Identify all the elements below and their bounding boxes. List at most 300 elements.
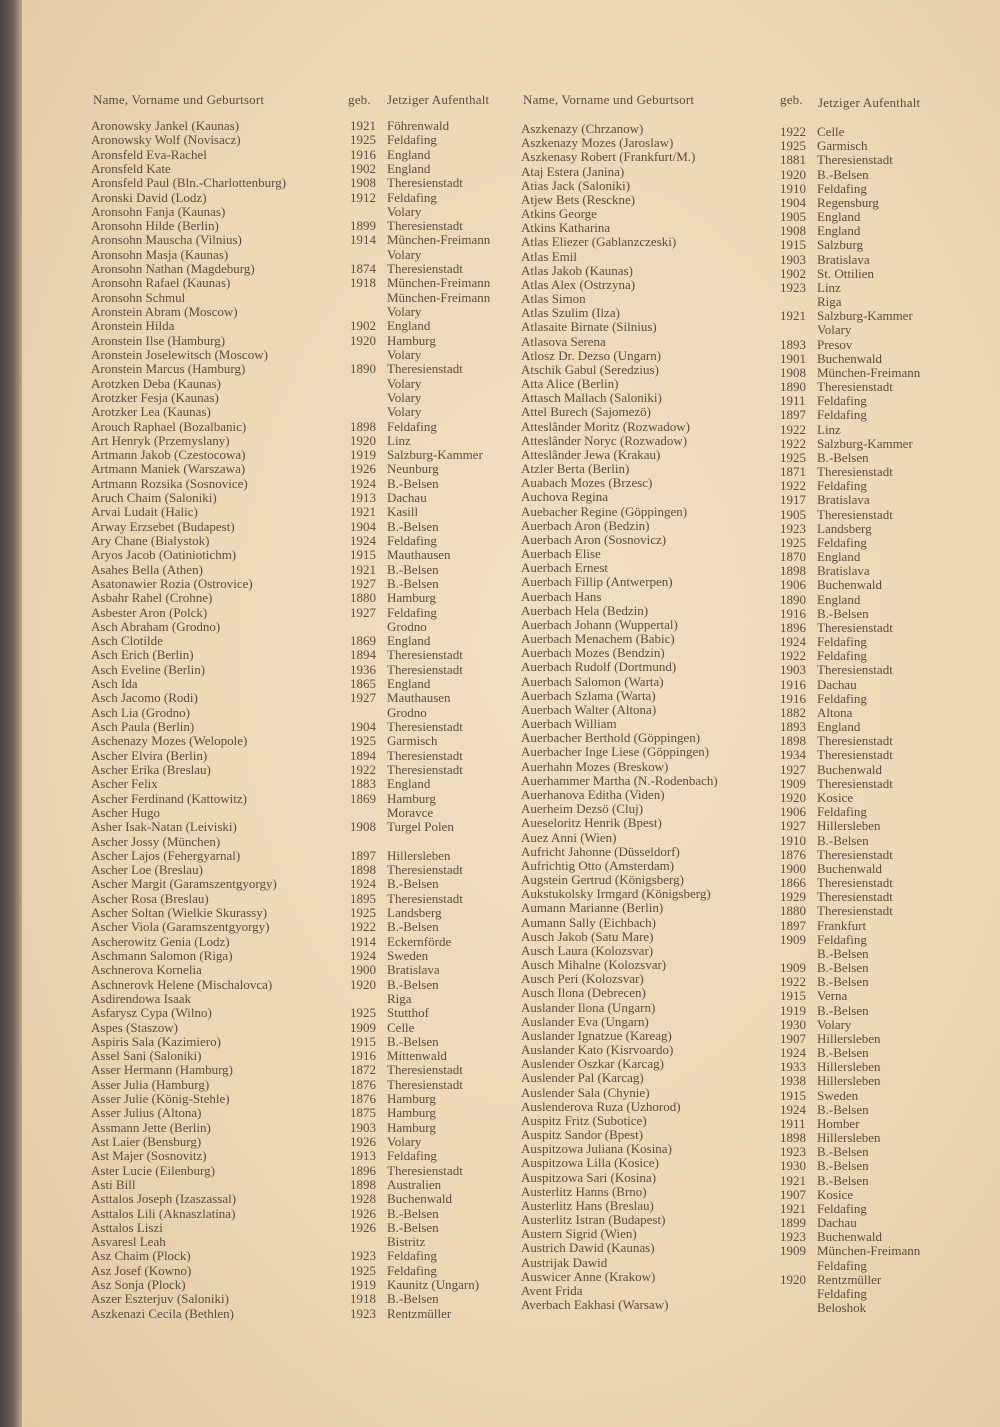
table-row [0, 574, 1000, 593]
birth-year: 1865 [350, 676, 376, 692]
birth-year: 1922 [350, 761, 376, 777]
current-location: Theresienstadt [817, 846, 893, 862]
current-location: München-Freimann [817, 1243, 921, 1259]
birth-year: 1915 [350, 547, 376, 563]
current-location: Landsberg [387, 905, 442, 921]
current-location: Riga [387, 990, 412, 1006]
current-location: Hamburg [387, 1105, 436, 1121]
birth-year: 1907 [780, 1030, 806, 1046]
current-location: Altona [817, 704, 853, 720]
name: Aspes (Staszow) [91, 1019, 179, 1035]
name: Ausch Peri (Kolozsvar) [521, 971, 644, 987]
current-location: B.-Belsen [387, 1205, 439, 1221]
table-row [0, 1254, 1000, 1273]
name: Atlas Emil [521, 248, 577, 264]
name: Asch Jacomo (Rodi) [91, 690, 198, 706]
birth-year: 1924 [780, 634, 806, 650]
name: Asch Ida [91, 676, 138, 692]
birth-year: 1923 [780, 520, 806, 536]
birth-year: 1908 [780, 364, 806, 380]
birth-year: 1909 [780, 775, 806, 791]
current-location: Kosice [817, 1186, 854, 1202]
table-row [0, 631, 1000, 650]
current-location: Feldafing [387, 604, 437, 620]
current-location: Hillersleben [817, 1073, 881, 1089]
name: Aronsohn Masja (Kaunas) [91, 246, 229, 262]
current-location: Mauthausen [387, 690, 451, 706]
table-row [0, 261, 1000, 281]
current-location: Theresienstadt [817, 619, 893, 635]
birth-year: 1923 [350, 1248, 376, 1264]
name: Auerbach William [521, 716, 617, 732]
birth-year: 1869 [350, 633, 376, 649]
current-location: B.-Belsen [817, 449, 869, 465]
name: Arotzken Deba (Kaunas) [91, 375, 221, 391]
current-location: Theresienstadt [387, 1076, 463, 1092]
name: Averbach Eakhasi (Warsaw) [521, 1297, 669, 1313]
name: Ausch Mihalne (Kolozsvar) [521, 957, 667, 973]
birth-year: 1922 [350, 919, 376, 935]
current-location: Theresienstadt [387, 361, 463, 377]
birth-year: 1916 [780, 690, 806, 706]
birth-year: 1908 [350, 819, 376, 835]
current-location: Feldafing [387, 1248, 437, 1264]
birth-year: 1924 [780, 1101, 806, 1117]
birth-year: 1893 [780, 336, 806, 352]
birth-year: 1903 [350, 1119, 376, 1135]
table-row [0, 376, 1000, 395]
name: Aronsohn Fanja (Kaunas) [91, 203, 226, 219]
birth-year: 1934 [780, 747, 806, 763]
name: Ascher Ferdinand (Kattowitz) [91, 790, 247, 806]
name: Ausch Laura (Kolozsvar) [521, 942, 654, 958]
name: Assmann Jette (Berlin) [91, 1119, 211, 1135]
current-location: Volary [387, 404, 422, 420]
current-location: Volary [387, 1134, 422, 1149]
current-location: Feldafing [817, 690, 867, 706]
current-location: B.-Belsen [387, 518, 439, 534]
current-location: Feldafing [817, 1200, 867, 1216]
name: Ausch Ilona (Debrecen) [521, 985, 646, 1001]
name: Ascher Felix [91, 776, 158, 792]
name: Atlas Alex (Ostrzyna) [521, 276, 636, 292]
name: Asti Bill [91, 1176, 136, 1192]
current-location: Theresienstadt [387, 647, 463, 663]
birth-year: 1921 [350, 561, 376, 577]
birth-year: 1926 [350, 1219, 376, 1235]
current-location: Buchenwald [817, 577, 882, 593]
table-row [0, 275, 1000, 295]
name: Austerlitz Hanns (Brno) [521, 1183, 647, 1199]
current-location: Theresienstadt [817, 889, 893, 905]
name: Avent Frida [521, 1282, 583, 1298]
name: Aspiris Sala (Kazimiero) [91, 1033, 221, 1049]
current-location: Hamburg [387, 332, 436, 348]
header-name-left: Name, Vorname und Geburtsort [93, 92, 265, 107]
birth-year: 1922 [780, 974, 806, 990]
name: Atlas Jakob (Kaunas) [521, 262, 633, 278]
name: Auerbach Szlama (Warta) [521, 687, 656, 703]
name: Austerlitz Hans (Breslau) [521, 1197, 654, 1213]
birth-year: 1910 [780, 832, 806, 848]
name: Auspitzowa Sari (Kosina) [521, 1169, 657, 1185]
name: Asch Abraham (Grodno) [91, 618, 221, 634]
current-location: B.-Belsen [817, 1172, 869, 1188]
name: Aronsohn Schmul [91, 289, 186, 305]
birth-year: 1925 [780, 449, 806, 465]
current-location: Bistritz [387, 1234, 426, 1250]
birth-year: 1872 [350, 1062, 376, 1078]
birth-year: 1881 [780, 152, 806, 168]
current-location: Kosice [817, 789, 854, 805]
name: Asttalos Liszi [91, 1219, 163, 1235]
birth-year: 1902 [350, 318, 376, 334]
current-location: Buchenwald [817, 761, 882, 777]
birth-year: 1925 [350, 1262, 376, 1278]
name: Ary Chane (Bialystok) [91, 532, 210, 548]
name: Asch Eveline (Berlin) [91, 661, 206, 677]
name: Asz Chaim (Plock) [91, 1248, 191, 1264]
name: Auebacher Regine (Göppingen) [521, 503, 688, 519]
table-row [0, 404, 1000, 423]
current-location: München-Freimann [387, 289, 491, 305]
name: Auspitz Sandor (Bpest) [521, 1127, 644, 1143]
current-location: Theresienstadt [817, 775, 893, 791]
birth-year: 1913 [350, 490, 376, 506]
name: Aryos Jacob (Oatiniotichm) [91, 547, 237, 563]
birth-year: 1914 [350, 232, 376, 248]
name: Ast Laier (Bensburg) [91, 1134, 202, 1149]
header-name-right: Name, Vorname und Geburtsort [523, 92, 695, 107]
name: Attasch Mallach (Saloniki) [521, 390, 662, 406]
current-location: Kaunitz (Ungarn) [387, 1277, 480, 1293]
name: Aszkenasy Robert (Frankfurt/M.) [521, 149, 696, 165]
name: Atkins Katharina [521, 220, 611, 236]
name: Asbester Aron (Polck) [91, 604, 208, 620]
current-location: Hillersleben [817, 1059, 881, 1075]
birth-year: 1920 [780, 166, 806, 182]
birth-year: 1927 [780, 818, 806, 834]
birth-year: 1909 [780, 960, 806, 976]
name: Ascher Elvira (Berlin) [91, 747, 208, 763]
birth-year: 1880 [780, 903, 806, 919]
birth-year: 1916 [780, 605, 806, 621]
birth-year: 1890 [780, 591, 806, 607]
current-location: Theresienstadt [387, 747, 463, 763]
birth-year: 1901 [780, 350, 806, 366]
name: Arouch Raphael (Bozalbanic) [91, 418, 247, 434]
name: Auslender Oszkar (Karcag) [521, 1056, 664, 1072]
current-location: B.-Belsen [817, 1158, 869, 1174]
current-location: Hillersleben [817, 1030, 881, 1046]
name: Auerhahn Mozes (Breskow) [521, 758, 669, 774]
name: Auerbach Rudolf (Dortmund) [521, 659, 677, 675]
current-location: Feldafing [817, 931, 867, 947]
name: Asser Julie (König-Stehle) [91, 1091, 230, 1107]
table-row [0, 446, 1000, 465]
birth-year: 1925 [780, 534, 806, 550]
birth-year: 1913 [350, 1148, 376, 1164]
current-location: Feldafing [817, 634, 867, 650]
name: Auerbach Aron (Sosnovicz) [521, 531, 667, 547]
name: Atias Jack (Saloniki) [521, 177, 631, 193]
name: Atlasaite Birnate (Silnius) [521, 319, 657, 335]
table-row [0, 701, 1000, 720]
name: Asch Lia (Grodno) [91, 704, 190, 720]
name: Aszkenazy (Chrzanow) [521, 121, 644, 136]
birth-year: 1918 [350, 1291, 376, 1307]
current-location: B.-Belsen [387, 561, 439, 577]
current-location: England [387, 676, 431, 692]
birth-year: 1927 [350, 575, 376, 591]
table-row [0, 872, 1000, 890]
birth-year: 1907 [780, 1186, 806, 1202]
birth-year: 1926 [350, 461, 376, 477]
name: Auerbach Aron (Bedzin) [521, 517, 650, 533]
table-row [0, 673, 1000, 692]
name: Auez Anni (Wien) [521, 829, 617, 845]
current-location: Feldafing [387, 418, 437, 434]
name: Asser Julius (Altona) [91, 1105, 202, 1121]
current-location: B.-Belsen [817, 1144, 869, 1160]
current-location: Theresienstadt [817, 662, 893, 678]
birth-year: 1922 [780, 648, 806, 664]
name: Arway Erzsebet (Budapest) [91, 518, 235, 534]
birth-year: 1874 [350, 261, 376, 277]
name: Auerbach Menachem (Babic) [521, 631, 675, 647]
current-location: Hillersleben [817, 818, 881, 834]
table-row [0, 503, 1000, 522]
birth-year: 1894 [350, 647, 376, 663]
birth-year: 1900 [350, 962, 376, 978]
name: Aruch Chaim (Saloniki) [91, 490, 217, 506]
table-row [0, 786, 1000, 805]
birth-year: 1925 [350, 733, 376, 749]
name: Auswicer Anne (Krakow) [521, 1268, 656, 1284]
current-location: Theresienstadt [817, 379, 893, 395]
table-row [0, 645, 1000, 664]
current-location: Theresienstadt [387, 261, 463, 277]
name: Auerbach Hans [521, 588, 602, 604]
birth-year: 1920 [780, 1271, 806, 1287]
current-location: England [387, 318, 431, 334]
current-location: Buchenwald [387, 1191, 452, 1207]
current-location: England [387, 776, 431, 792]
name: Auerbach Fillip (Antwerpen) [521, 574, 673, 590]
name: Asz Josef (Kowno) [91, 1262, 192, 1278]
birth-year: 1912 [350, 189, 376, 205]
current-location: Linz [817, 421, 841, 437]
name: Auerheim Dezsö (Cluj) [521, 801, 644, 817]
current-location: Mauthausen [387, 547, 451, 563]
birth-year: 1896 [780, 619, 806, 635]
current-location: Volary [387, 246, 422, 262]
name: Aszkenazy Mozes (Jaroslaw) [521, 135, 674, 151]
table-row [0, 716, 1000, 735]
birth-year: 1908 [350, 175, 376, 191]
current-location: Buchenwald [817, 860, 882, 876]
name: Aumann Marianne (Berlin) [521, 900, 664, 916]
name: Ast Majer (Sosnovitz) [91, 1148, 207, 1164]
table-row [0, 758, 1000, 777]
current-location: Föhrenwald [387, 118, 450, 133]
birth-year: 1899 [780, 1215, 806, 1231]
current-location: Theresienstadt [387, 1162, 463, 1178]
birth-year: 1924 [350, 947, 376, 963]
name: Aschmann Salomon (Riga) [91, 947, 233, 963]
name: Auslander Ilona (Ungarn) [521, 999, 656, 1015]
birth-year: 1898 [350, 862, 376, 878]
name: Asher Isak-Natan (Leiviski) [91, 819, 237, 835]
table-row [0, 829, 1000, 848]
birth-year: 1916 [780, 676, 806, 692]
name: Ascherowitz Genia (Lodz) [91, 933, 230, 949]
name: Arvai Ludait (Halic) [91, 504, 198, 520]
birth-year: 1909 [780, 1243, 806, 1259]
current-location: Feldafing [817, 1285, 867, 1301]
current-location: Moravce [387, 804, 434, 820]
current-location: Feldafing [817, 1257, 867, 1273]
name: Atzler Berta (Berlin) [521, 461, 630, 477]
current-location: Theresienstadt [817, 152, 893, 168]
birth-year: 1922 [780, 124, 806, 139]
name: Aronstein Marcus (Hamburg) [91, 361, 246, 377]
name: Ascher Jossy (München) [91, 833, 221, 849]
current-location: Volary [387, 346, 422, 362]
birth-year: 1911 [780, 393, 806, 409]
current-location: Linz [817, 279, 841, 295]
current-location: St. Ottilien [817, 265, 875, 281]
birth-year: 1894 [350, 747, 376, 763]
name: Aronsfeld Eva-Rachel [91, 146, 207, 162]
current-location: Theresienstadt [387, 719, 463, 735]
current-location: Australien [387, 1176, 442, 1192]
current-location: Feldafing [387, 132, 437, 148]
current-location: Sweden [817, 1087, 859, 1103]
table-row [0, 1155, 1000, 1174]
birth-year: 1927 [780, 761, 806, 777]
current-location: Theresienstadt [817, 747, 893, 763]
name: Aronstein Joselewitsch (Moscow) [91, 346, 268, 362]
table-row [0, 900, 1000, 919]
current-location: B.-Belsen [817, 1002, 869, 1018]
current-location: Verna [817, 988, 848, 1004]
birth-year: 1915 [780, 237, 806, 253]
current-location: Volary [387, 389, 422, 405]
birth-year: 1895 [350, 890, 376, 906]
name: Auspitzowa Lilla (Kosice) [521, 1155, 659, 1171]
birth-year: 1909 [780, 931, 806, 947]
birth-year: 1898 [350, 418, 376, 434]
current-location: Garmisch [387, 733, 438, 749]
name: Auslander Kato (Kisrvoardo) [521, 1042, 674, 1058]
birth-year: 1921 [780, 1200, 806, 1216]
birth-year: 1890 [780, 379, 806, 395]
birth-year: 1914 [350, 933, 376, 949]
current-location: Rentzmüller [817, 1271, 882, 1287]
current-location: Theresienstadt [387, 761, 463, 777]
name: Auerbach Mozes (Bendzin) [521, 645, 665, 661]
name: Aronsfeld Kate [91, 160, 171, 176]
name: Asfarysz Cypa (Wilno) [91, 1005, 212, 1021]
table-row [0, 546, 1000, 565]
birth-year: 1906 [780, 804, 806, 820]
birth-year: 1906 [780, 577, 806, 593]
current-location: England [817, 223, 861, 239]
current-location: B.-Belsen [817, 166, 869, 182]
current-location: Salzburg-Kammer [817, 435, 913, 451]
table-row [0, 616, 1000, 635]
current-location: Turgel Polen [387, 819, 454, 835]
name: Auspitz Fritz (Subotice) [521, 1112, 647, 1128]
table-row [0, 305, 1000, 324]
table-row [0, 999, 1000, 1018]
name: Auerbach Ernest [521, 560, 608, 576]
table-row [0, 246, 1000, 267]
birth-year: 1896 [350, 1162, 376, 1178]
current-location: Feldafing [817, 478, 867, 494]
name: Aronsohn Rafael (Kaunas) [91, 275, 231, 291]
birth-year: 1933 [780, 1059, 806, 1075]
birth-year: 1922 [780, 478, 806, 494]
current-location: Grodno [387, 618, 427, 634]
current-location: B.-Belsen [817, 960, 869, 976]
name: Artmann Maniek (Warszawa) [91, 461, 246, 477]
birth-year: 1910 [780, 180, 806, 196]
birth-year: 1923 [780, 1229, 806, 1245]
name: Atlas Eliezer (Gablanzczeski) [521, 234, 677, 250]
current-location: England [387, 146, 431, 162]
table-row [0, 461, 1000, 480]
table-row [0, 687, 1000, 706]
table-row [0, 1212, 1000, 1231]
name: Asch Erich (Berlin) [91, 647, 194, 663]
current-location: Volary [387, 375, 422, 391]
birth-year: 1897 [780, 917, 806, 933]
table-row [0, 815, 1000, 834]
table-row [0, 475, 1000, 494]
current-location: Theresienstadt [387, 175, 463, 191]
current-location: Theresienstadt [817, 875, 893, 890]
name: Aschnerova Kornelia [91, 962, 202, 978]
name: Austrich Dawid (Kaunas) [521, 1240, 655, 1256]
table-row [0, 418, 1000, 437]
current-location: B.-Belsen [817, 974, 869, 990]
current-location: Feldafing [387, 1148, 437, 1164]
table-row [0, 1197, 1000, 1216]
name: Aueseloritz Henrik (Bpest) [521, 815, 662, 831]
birth-year: 1866 [780, 875, 806, 890]
birth-year: 1925 [350, 132, 376, 148]
name: Ascher Rosa (Breslau) [91, 890, 209, 906]
name: Ataj Estera (Janina) [521, 163, 625, 179]
name: Auslenderova Ruza (Uzhorod) [521, 1098, 681, 1114]
birth-year: 1875 [350, 1105, 376, 1121]
current-location: B.-Belsen [387, 1291, 439, 1307]
current-location: Feldafing [817, 180, 867, 196]
name: Austerlitz Istran (Budapest) [521, 1212, 666, 1228]
birth-year: 1880 [350, 590, 376, 606]
name: Auabach Mozes (Brzesc) [521, 475, 653, 491]
table-row [0, 659, 1000, 678]
name: Artmann Rozsika (Sosnovice) [91, 475, 248, 491]
name: Aukstukolsky Irmgard (Königsberg) [521, 886, 711, 902]
birth-year: 1924 [350, 876, 376, 892]
birth-year: 1903 [780, 662, 806, 678]
birth-year: 1921 [780, 308, 806, 324]
current-location: B.-Belsen [387, 1033, 439, 1049]
name: Aszer Eszterjuv (Saloniki) [91, 1291, 229, 1307]
